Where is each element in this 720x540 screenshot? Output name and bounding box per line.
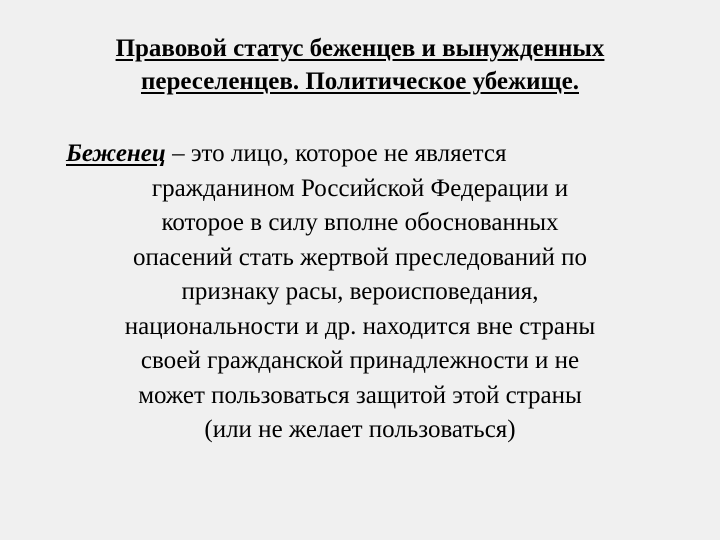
definition-term: Беженец: [66, 140, 166, 167]
definition-line-6: национальности и др. находится вне страны: [124, 312, 596, 340]
definition-line-7: своей гражданской принадлежности и не: [140, 347, 580, 374]
definition-line-8: может пользоваться защитой этой страны: [138, 381, 582, 409]
title-line-1: Правовой статус беженцев и вынужденных: [115, 35, 605, 62]
definition-line-3: которое в силу вполне обоснованных: [161, 209, 559, 236]
definition-line-2: гражданином Российской Федерации и: [151, 174, 569, 202]
definition-text: [0, 137, 720, 448]
definition-line-9: (или не желает пользоваться): [204, 416, 516, 443]
slide-title: [0, 32, 720, 98]
definition-line-4: опасений стать жертвой преследований по: [132, 243, 588, 271]
definition-line-1: [0, 137, 720, 172]
title-line-2: переселенцев. Политическое убежище.: [140, 68, 579, 95]
definition-line-5: признаку расы, вероисповедания,: [181, 278, 539, 305]
definition-line-1-text: – это лицо, которое не является: [165, 140, 507, 167]
